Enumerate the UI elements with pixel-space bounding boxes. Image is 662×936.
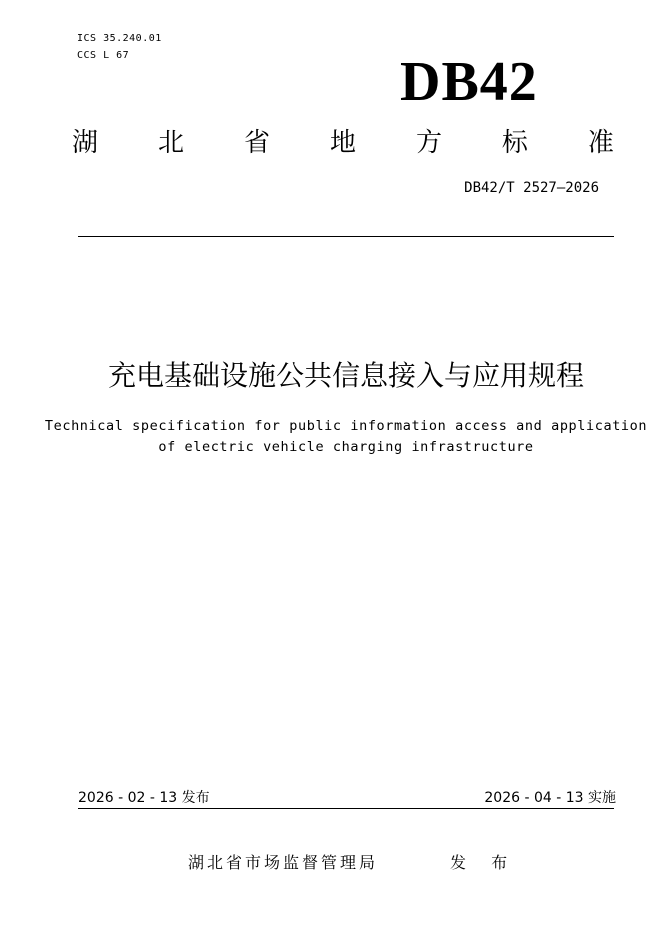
ccs-code: CCS L 67 bbox=[77, 50, 130, 61]
issue-date: 2026 - 02 - 13 发布 bbox=[78, 790, 210, 806]
title-en-line: Technical specification for public information access and application bbox=[44, 418, 648, 434]
bottom-divider bbox=[78, 808, 614, 809]
standard-number: DB42/T 2527—2026 bbox=[464, 180, 599, 196]
ics-code: ICS 35.240.01 bbox=[77, 33, 162, 44]
document-title-en bbox=[40, 416, 652, 458]
standard-logo: DB42 bbox=[400, 51, 538, 113]
category-char: 湖 bbox=[72, 128, 99, 158]
category-char: 省 bbox=[243, 128, 270, 158]
issuing-authority: 湖北省市场监督管理局 bbox=[188, 853, 379, 872]
category-char: 北 bbox=[157, 128, 184, 158]
category-char: 方 bbox=[415, 128, 442, 158]
issue-label: 发 布 bbox=[450, 853, 518, 872]
title-en-line: of electric vehicle charging infrastructure bbox=[158, 439, 534, 455]
category-char: 准 bbox=[587, 128, 614, 158]
category-char: 标 bbox=[501, 128, 528, 158]
implementation-date: 2026 - 04 - 13 实施 bbox=[484, 790, 616, 806]
top-divider bbox=[78, 236, 614, 237]
document-title-cn: 充电基础设施公共信息接入与应用规程 bbox=[107, 359, 584, 392]
standard-category bbox=[72, 127, 614, 159]
category-char: 地 bbox=[329, 128, 356, 158]
